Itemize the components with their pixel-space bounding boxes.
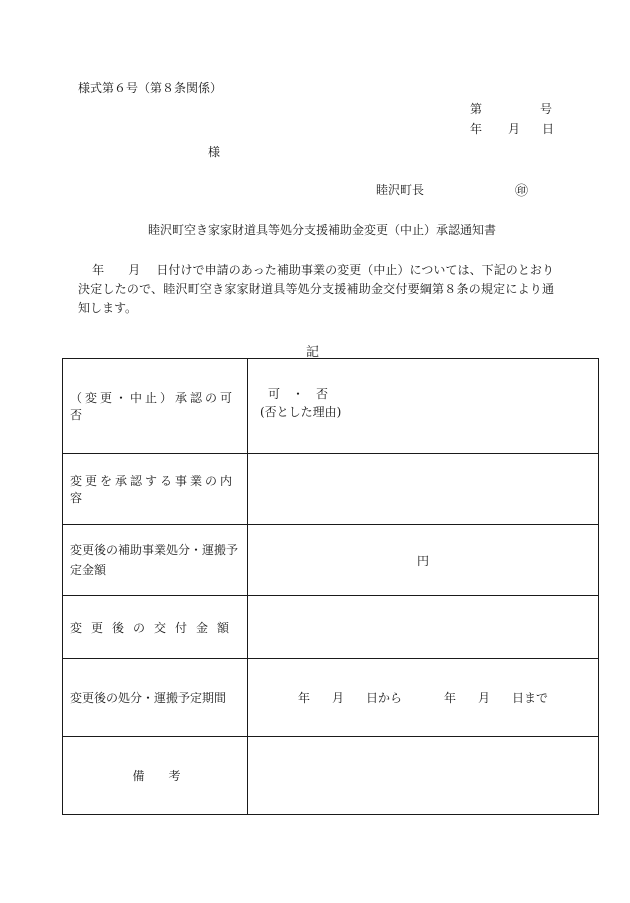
period-value[interactable]: 年 月 日から 年 月 日まで [248,659,599,737]
dai-label: 第 [470,102,483,116]
remarks-value[interactable] [248,737,599,815]
addressee-sama: 様 [208,145,221,159]
period-label: 変更後の処分・運搬予定期間 [63,659,248,737]
ki-heading: 記 [306,345,320,360]
approve-options: 可 ・ 否 [268,387,329,401]
content-value[interactable] [248,454,599,525]
body-paragraph [78,261,554,318]
amount-value[interactable] [248,525,599,596]
approval-table [62,358,599,815]
approval-value[interactable] [248,359,599,454]
content-label: 変更を承認する事業の内容 [63,454,248,525]
amount-label: 変更後の補助事業処分・運搬予定金額 [63,525,248,596]
approval-label: （変更・中止）承認の可否 [63,359,248,454]
mayor-name: 睦沢町長 [376,183,425,197]
grant-value[interactable] [248,596,599,659]
year-label: 年 [470,122,483,136]
day-label: 日 [542,122,555,136]
form-number: 様式第６号（第８条関係） [78,81,223,95]
reason-note: (否とした理由) [260,405,342,419]
table-row [63,525,599,596]
issue-date [470,120,555,136]
table-row [63,659,599,737]
table-row [63,737,599,815]
seal-mark-icon: ㊞ [515,184,529,199]
document-title: 睦沢町空き家家財道具等処分支援補助金変更（中止）承認通知書 [148,223,497,237]
go-label: 号 [539,102,552,116]
month-label: 月 [508,122,521,136]
body-month: 月 [128,263,141,277]
grant-label: 変更後の交付金額 [63,596,248,659]
table-row [63,454,599,525]
body-text: 日付けで申請のあった補助事業の変更（中止）については、下記のとおり決定したので、睦沢町空き家家財道具等処分支援補助金交付要綱第８条の規定により通知します。 [78,263,554,315]
yen-unit: 円 [416,553,429,568]
remarks-label: 備 考 [63,737,248,815]
table-row [63,596,599,659]
body-year: 年 [92,263,105,277]
table-row [63,359,599,454]
